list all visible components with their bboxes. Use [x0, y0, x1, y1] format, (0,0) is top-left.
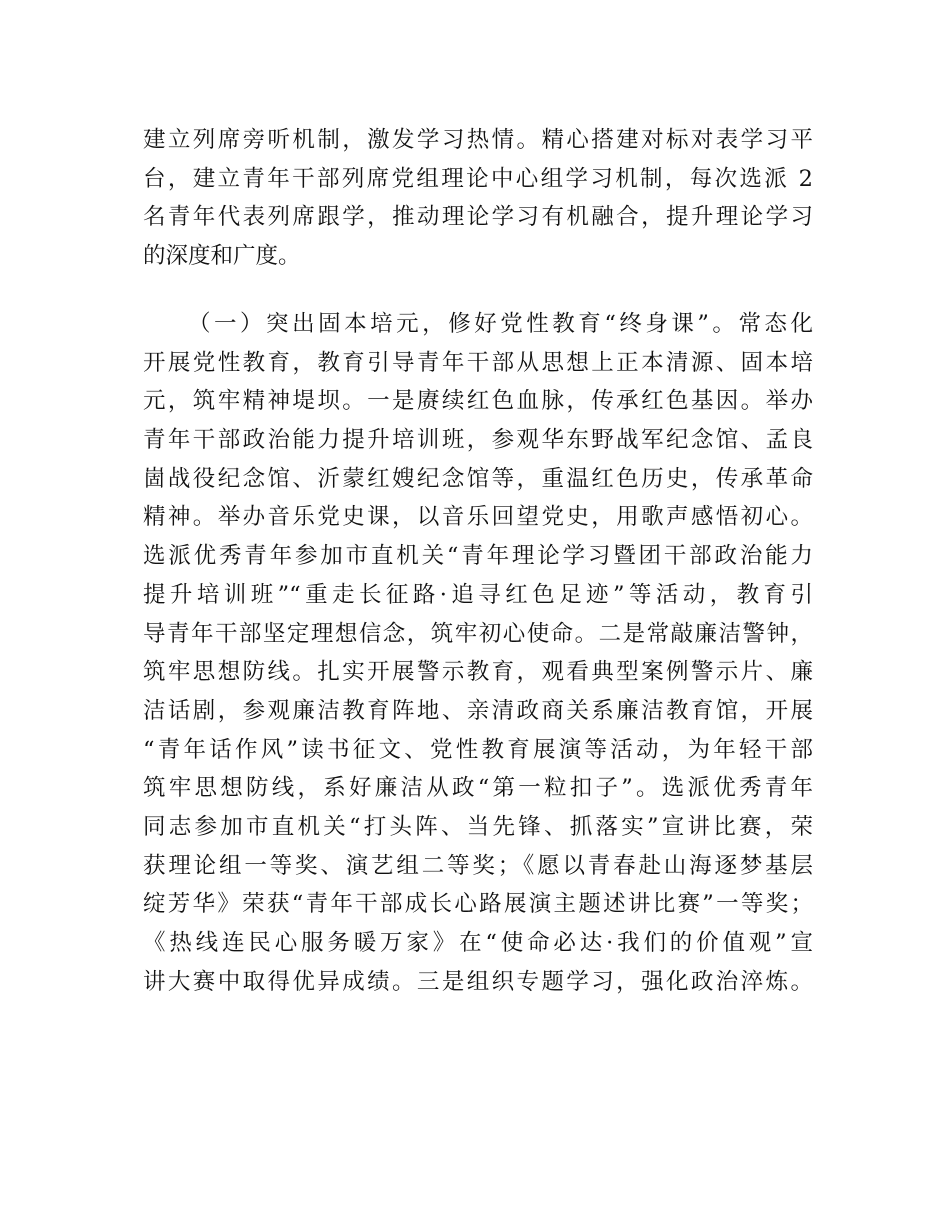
text-line: 台，建立青年干部列席党组理论中心组学习机制，每次选派 2 — [143, 165, 813, 192]
text-line: 的深度和广度。 — [143, 243, 301, 270]
text-line: 名青年代表列席跟学，推动理论学习有机融合，提升理论学习 — [143, 204, 813, 231]
text-line: 讲大赛中取得优异成绩。三是组织专题学习，强化政治淬炼。 — [143, 968, 813, 995]
text-line: “青年话作风”读书征文、党性教育展演等活动，为年轻干部 — [143, 736, 813, 763]
text-line: 元，筑牢精神堤坝。一是赓续红色血脉，传承红色基因。举办 — [143, 388, 813, 415]
text-line: 选派优秀青年参加市直机关“青年理论学习暨团干部政治能力 — [143, 543, 813, 570]
text-line: 崮战役纪念馆、沂蒙红嫂纪念馆等，重温红色历史，传承革命 — [143, 465, 813, 492]
text-line: 获理论组一等奖、演艺组二等奖；《愿以青春赴山海逐梦基层 — [143, 852, 813, 879]
text-line: 筑牢思想防线。扎实开展警示教育，观看典型案例警示片、廉 — [143, 659, 813, 686]
text-line: 导青年干部坚定理想信念，筑牢初心使命。二是常敲廉洁警钟， — [143, 620, 813, 647]
text-line: 开展党性教育，教育引导青年干部从思想上正本清源、固本培 — [143, 349, 813, 376]
text-line: 精神。举办音乐党史课，以音乐回望党史，用歌声感悟初心。 — [143, 504, 813, 531]
text-line: 绽芳华》荣获“青年干部成长心路展演主题述讲比赛”一等奖； — [143, 891, 813, 918]
text-line: 《热线连民心服务暖万家》在“使命必达·我们的价值观”宣 — [143, 930, 813, 956]
paragraph-party-education — [143, 305, 813, 1001]
text-line: 青年干部政治能力提升培训班，参观华东野战军纪念馆、孟良 — [143, 427, 813, 454]
text-line: （一）突出固本培元，修好党性教育“终身课”。常态化 — [188, 311, 813, 337]
text-line: 提升培训班”“重走长征路·追寻红色足迹”等活动，教育引 — [143, 581, 813, 608]
text-line: 建立列席旁听机制，激发学习热情。精心搭建对标对表学习平 — [143, 127, 813, 153]
paragraph-learning-mechanism — [143, 121, 813, 276]
text-line: 同志参加市直机关“打头阵、当先锋、抓落实”宣讲比赛，荣 — [143, 813, 813, 840]
text-line: 洁话剧，参观廉洁教育阵地、亲清政商关系廉洁教育馆，开展 — [143, 697, 813, 724]
text-line: 筑牢思想防线，系好廉洁从政“第一粒扣子”。选派优秀青年 — [143, 775, 813, 802]
